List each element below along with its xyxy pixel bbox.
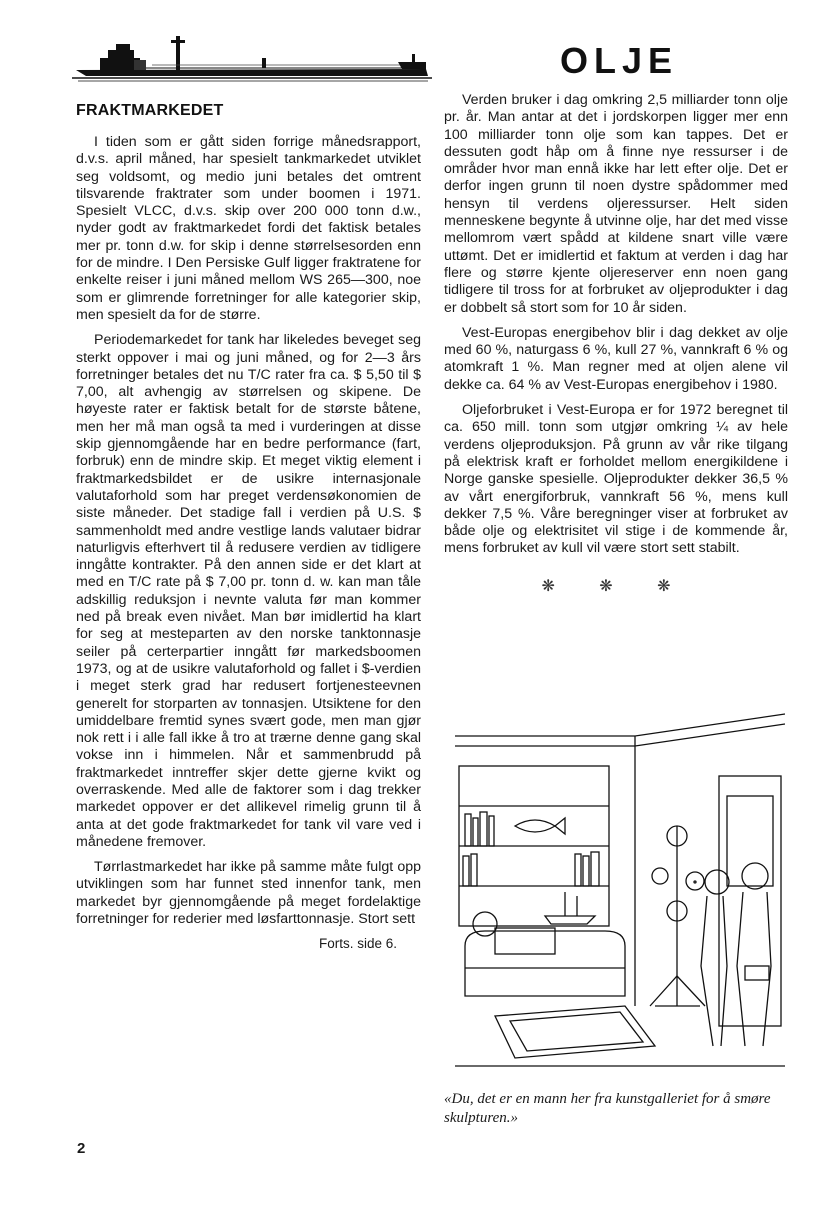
continued-note: Forts. side 6.: [318, 936, 397, 952]
left-column: [76, 102, 421, 951]
article-paragraph: Tørrlastmarkedet har ikke på samme måte fulgt opp utviklingen som har funnet sted innenfor tank, men markedet byr gjennomgående på meget fordelaktige forretninger for rederier med løsfarttonnasje. Stort sett: [76, 859, 421, 928]
article-paragraph: I tiden som er gått siden forrige månedsrapport, d.v.s. april måned, har spesielt tankmarkedet utviklet seg voldsomt, og medio juni betales det omtrent tilsvarende fraktrater som under boomen i 1971. Spesielt VLCC, d.v.s. skip over 200 000 tonn d.w., nyder godt av fraktmarkedet fordi det faktisk betales mer pr. tonn d.w. for skip i denne størrelsesorden enn for de mindre. I Den Persiske Gulf ligger fraktratene for enkelte reiser i juni måned mellom WS 265—300, noe som er glimrende forretninger for alle kategorier skip, men spesielt da for de større.: [76, 134, 421, 323]
right-column: [444, 92, 788, 596]
article-paragraph: Oljeforbruket i Vest-Europa er for 1972 beregnet til ca. 650 mill. tonn som utgjør omkring ¼ av hele verdens oljeproduksjon. På grunn av vår rike tilgang på elektrisk kraft er forholdet mellom energikildene i Norge ganske spesielle. Oljeprodukter dekker 36,5 % av vårt energiforbruk, vannkraft 56 %, mens kull dekker 7,5 %. Våre beregninger viser at forbruket av både olje og elektrisitet vil stige i de kommende år, mens forbruket av kull vil være stort sett stabilt.: [444, 402, 788, 557]
cartoon-caption: «Du, det er en mann her fra kunstgalleriet for å smøre skulpturen.»: [444, 1091, 771, 1126]
article-paragraph: Periodemarkedet for tank har likeledes beveget seg sterkt oppover i mai og juni måned, og for 2—3 års forretninger betales det nu T/C rater fra ca. $ 5,50 til $ 7,00, alt avhengig av størrelsen og skipene. De høyeste rater er faktisk betalt for de største båtene, men her må man også ta med i vurderingen at disse skip gjennomgående har en bedre performance (fart, forbruk) enn de mindre skip. Et meget viktig element i fraktmarkedsbildet er de usikre internasjonale valutaforhold som har preget verdensøkonomien de siste måneder. Det stadige fall i verdien på U.S. $ sammenholdt med andre vestlige lands valutaer bidrar naturligvis efterhvert til å redusere verdien av tidligere inngåtte kontrakter. På den annen side er det klart at med en T/C rate på $ 7,00 pr. tonn d. w. kan man tåle adskillig reduksjon i nevnte valuta før man kommer ned på break even nivået. Man bør imidlertid ha klart for seg at mesteparten av den norske tanktonnasje seiler på certerpartier inngått før markedsboomen 1973, og at de usikre valutaforhold og fallet i $-verdien i meget sterk grad har redusert fortjenesteevnen generelt for storparten av tonnasjen. Utsiktene for den umiddelbare fremtid synes svært gode, men man gjør nok rett i i alle fall ikke å tro at trærne denne gang skal vokse inn i himmelen. Når et sammenbrudd på fraktmarkedet inntreffer skjer dette gjerne kvikt og overraskende. Med alle de faktorer som i dag trekker markedet oppover er det allikevel rimelig grunn til å anta at det gode fraktmarkedet for tank vil vare ved i månedene fremover.: [76, 332, 421, 850]
page-number: 2: [77, 1140, 86, 1157]
cartoon-illustration: [455, 706, 785, 1084]
article-paragraph: Vest-Europas energibehov blir i dag dekket av olje med 60 %, naturgass 6 %, kull 27 %, vannkraft 6 % og atomkraft 1 %. Man regner med at oljen alene vil dekke ca. 64 % av Vest-Europas energibehov i 1980.: [444, 324, 788, 393]
page-title: OLJE: [560, 40, 679, 81]
article-paragraph: Verden bruker i dag omkring 2,5 milliarder tonn olje pr. år. Man antar at det i jordskorpen ligger mer enn 100 milliarder tonn olje som kan tappes. Det er dessuten godt håp om å finne nye ressurser i de områder hvor man ennå ikke har lett efter olje. Det er derfor ingen grunn til noen dystre spådommer med hensyn til verdens oljeressurser. Helt siden menneskene begynte å utvinne olje, har det med visse mellomrom vært spådd at kildene snart ville være uttømt. Det er imidlertid et faktum at verden i dag har flere og større kjente oljereserver enn noen gang tidligere til tross for at forbruket av oljeprodukter i dag er dobbelt så stort som for 10 år siden.: [444, 92, 788, 316]
section-heading: FRAKTMARKEDET: [76, 102, 224, 119]
section-separator: ❋ ❋ ❋: [541, 577, 691, 595]
tanker-ship-illustration: [72, 36, 432, 84]
